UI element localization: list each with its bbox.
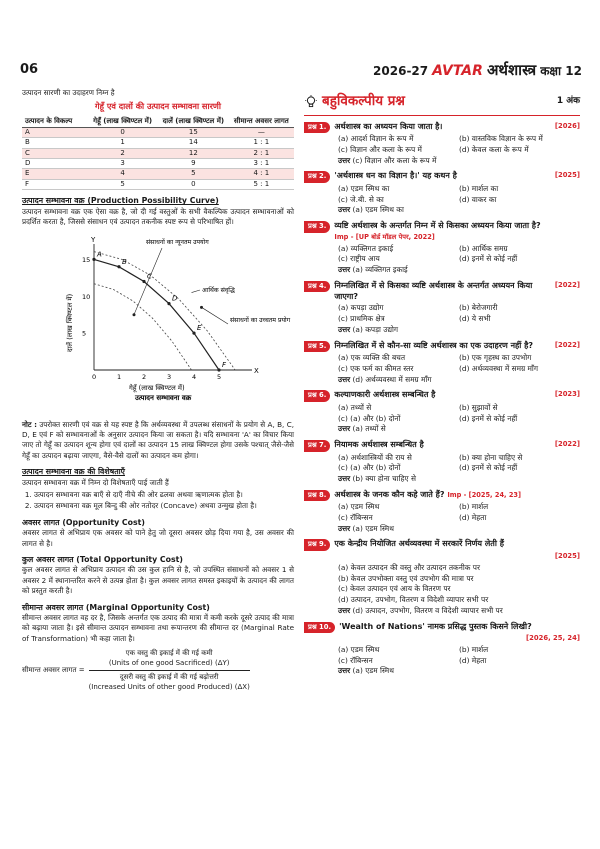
table-cell: 4 (87, 169, 158, 179)
table-cell: 2 (87, 148, 158, 158)
answer-text: (b) क्या होना चाहिए से (352, 474, 416, 484)
table-row (22, 159, 294, 169)
question-number: प्रश्न 10. (304, 622, 335, 634)
question-text (334, 221, 580, 243)
option-item: (c) प्राथमिक क्षेत्र (338, 314, 385, 324)
question-item (304, 122, 580, 167)
question-line (304, 221, 580, 243)
question-item (304, 539, 580, 616)
option-item: (c) विज्ञान और कला के रूप में (338, 144, 422, 154)
answer-text: (a) एडम स्मिथ (352, 523, 394, 533)
answer-text: (a) तथ्यों से (352, 424, 386, 434)
question-number: प्रश्न 2. (304, 171, 330, 183)
answer-label: उत्तर (338, 474, 351, 484)
option-item: (b) मार्शल का (459, 183, 499, 193)
question-line (304, 341, 580, 353)
option-item: (a) एक व्यक्ति की बचत (338, 353, 406, 363)
question-number: प्रश्न 4. (304, 281, 330, 293)
question-text (334, 171, 551, 182)
question-text (334, 539, 580, 550)
option-item: (c) एक फर्म का कीमत स्तर (338, 363, 414, 373)
answer-line (304, 375, 580, 386)
question-text (334, 440, 551, 451)
question-line (304, 171, 580, 183)
exam-year: [2023] (554, 390, 580, 399)
answer-text: (a) एडम स्मिथ का (352, 205, 404, 215)
table-header: सीमान्त अवसर लागत (229, 116, 294, 127)
x-tick-label: 4 (192, 372, 197, 381)
answer-label: उत्तर (338, 666, 351, 676)
oc-heading: अवसर लागत (Opportunity Cost) (22, 517, 145, 527)
table-cell: — (229, 127, 294, 137)
question-line (304, 539, 580, 551)
note-text: उपरोक्त सारणी एवं वक्र से यह स्पष्ट है कि अर्थव्यवस्था में उपलब्ध संसाधनों के प्रयोग से A, B, C, D, E एवं F को सम्भावनाओं के अनुसार उत्पादन किया जा सकता है। यदि सम्भावना 'A' का विचार किया जाए तो गेहूँ का उत्पादन शून्य होगा एवं दालों का उत्पादन 15 लाख क्विण्टल होगा उसके पश्चात् जैसे-जैसे गेहूँ का उत्पादन बढ़ाया जाएगा, वैसे-वैसे दालों का उत्पादन कम होगा। (22, 419, 294, 460)
page-number: 06 (20, 62, 39, 77)
page-header (373, 60, 582, 80)
option-item: (b) केवल उपभोक्ता वस्तु एवं उपभोग की मात्रा पर (338, 573, 474, 583)
question-number: प्रश्न 6. (304, 390, 330, 402)
question-item (304, 390, 580, 435)
formula-denominator (89, 671, 250, 692)
point-label: D (172, 294, 178, 303)
y-axis-letter: Y (91, 235, 96, 244)
annotation-leader (134, 248, 162, 315)
question-line (304, 622, 580, 634)
header-subject: अर्थशास्त्र (486, 61, 537, 79)
question-item (304, 281, 580, 336)
question-text (334, 281, 551, 303)
features-list (22, 490, 294, 512)
question-text-body: अर्थशास्त्र का अध्ययन किया जाता है। (334, 121, 443, 131)
x-tick-label: 2 (142, 372, 147, 381)
chart-caption: उत्पादन सम्भावना वक्र (135, 393, 192, 402)
formula-num-line: एक वस्तु की इकाई में की गई कमी (125, 649, 213, 658)
formula-numerator (89, 648, 250, 670)
option-item: (b) मार्शल (459, 502, 489, 512)
annotation-max-use: संसाधनों का उच्चतम प्रयोग (230, 316, 291, 324)
y-tick-label: 5 (82, 329, 87, 338)
answer-text: (d) उत्पादन, उपभोग, वितरण व विदेशी व्यापार सभी पर (352, 605, 503, 615)
question-number: प्रश्न 7. (304, 440, 330, 452)
question-text-body: 'अर्थशास्त्र धन का विज्ञान है।' यह कथन है (334, 171, 457, 181)
formula-lhs: सीमान्त अवसर लागत = (22, 665, 85, 674)
question-item (304, 171, 580, 216)
answer-line (304, 424, 580, 435)
exam-year: [2025] (554, 551, 580, 560)
question-list (304, 122, 580, 678)
table-cell: 5 : 1 (229, 179, 294, 189)
formula-den-line: (Increased Units of other good Produced) (ΔX) (88, 682, 250, 691)
option-item: (b) क्या होना चाहिए से (459, 452, 523, 462)
note-label: नोट : (22, 419, 37, 429)
answer-text: (a) व्यक्तिगत इकाई (352, 265, 408, 275)
answer-text: (a) एडम स्मिथ (352, 666, 394, 676)
exam-year-row (304, 551, 580, 562)
mcq-title: बहुविकल्पीय प्रश्न (322, 93, 405, 109)
option-item: (d) ये सभी (459, 314, 491, 324)
question-number: प्रश्न 1. (304, 122, 330, 134)
option-item: (a) आदर्श विज्ञान के रूप में (338, 134, 414, 144)
answer-line (304, 265, 580, 276)
question-text-body: 'Wealth of Nations' नामक प्रसिद्ध पुस्तक किसने लिखी? (339, 621, 532, 631)
table-cell: 0 (87, 127, 158, 137)
point-label: F (222, 360, 227, 369)
exam-year: [2026, 25, 24] (526, 634, 580, 643)
y-axis-label: दालें (लाख क्विण्टल में) (66, 293, 74, 352)
question-line (304, 440, 580, 452)
option-item: (a) अर्थशास्त्रियों की राय से (338, 452, 412, 462)
moc-paragraph: सीमान्त अवसर लागत वह दर है, जिसके अन्तर्गत एक उत्पाद की मात्रा में कमी करके दूसरे उत्पाद की मात्रा को बढ़ाया जाता है। इसे सीमान्त उत्पादन सम्भावना तथा रूपान्तरण की सीमान्त दर (Marginal Rate of Transformation) भी कहा जाता है। (22, 612, 294, 643)
question-text-body: निम्नलिखित में से किसका व्यष्टि अर्थशास्त्र के अन्तर्गत अध्ययन किया जाएगा? (334, 280, 533, 301)
answer-label: उत्तर (338, 605, 351, 615)
table-cell: 1 (87, 138, 158, 148)
table-cell: C (22, 148, 87, 158)
header-year: 2026-27 (373, 64, 429, 78)
option-item: (c) जे.बी. से का (338, 194, 384, 204)
question-number: प्रश्न 3. (304, 221, 330, 233)
option-item: (c) रॉबिन्सन (338, 655, 373, 665)
outer-ppc-curve (94, 251, 235, 369)
table-cell: B (22, 138, 87, 148)
question-line (304, 281, 580, 303)
table-header: उत्पादन के विकल्प (22, 116, 87, 127)
point-label: B (122, 257, 127, 266)
y-tick-label: 10 (82, 292, 91, 301)
question-text (334, 341, 551, 352)
option-item: (d) इनमें से कोई नहीं (459, 413, 518, 423)
data-point (217, 368, 220, 371)
question-number: प्रश्न 5. (304, 341, 330, 353)
table-intro: उत्पादन सारणी का उदाहरण निम्न है (22, 88, 115, 97)
moc-heading: सीमान्त अवसर लागत (Marginal Opportunity Cost) (22, 602, 210, 612)
mcq-header (304, 92, 580, 116)
option-item: (a) व्यक्तिगत इकाई (338, 243, 394, 253)
brand-logo: AVTAR (432, 63, 483, 79)
question-text-body: निम्नलिखित में से कौन-सा व्यष्टि अर्थशास्त्र का एक उदाहरण नहीं है? (334, 340, 534, 350)
answer-label: उत्तर (338, 374, 351, 384)
option-item: (d) मेहता (459, 513, 487, 522)
answer-line (304, 325, 580, 336)
option-item: (a) कपड़ा उद्योग (338, 303, 384, 313)
note (22, 420, 294, 462)
table-cell: 5 (87, 179, 158, 189)
list-item: 2. उत्पादन सम्भावना वक्र मूल बिन्दु की ओर नतोदर (Concave) अथवा उन्मुख होता है। (34, 501, 294, 511)
exam-year: [2026] (554, 121, 580, 130)
table-cell: F (22, 179, 87, 189)
answer-label: उत्तर (338, 523, 351, 533)
lightbulb-icon (304, 95, 318, 109)
question-text-body: व्यष्टि अर्थशास्त्र के अन्तर्गत निम्न में से किसका अध्ययन किया जाता है? (334, 221, 541, 230)
question-line (304, 122, 580, 134)
option-item: (d) अर्थव्यवस्था में समग्र माँग (459, 363, 539, 373)
answer-text: (c) विज्ञान और कला के रूप में (352, 155, 437, 165)
options (304, 134, 580, 155)
formula-den-line: दूसरी वस्तु की इकाई में की गई बढ़ोत्तरी (119, 672, 219, 681)
table-cell: 4 : 1 (229, 169, 294, 179)
answer-line (304, 474, 580, 485)
ppc-chart (22, 232, 294, 418)
question-text (334, 490, 580, 501)
data-point (167, 302, 170, 305)
ppc-curve (94, 259, 219, 370)
table-cell: 0 (158, 179, 229, 189)
moc-formula (22, 648, 294, 692)
table-cell: 15 (158, 127, 229, 137)
table-cell: 5 (158, 169, 229, 179)
question-text-body: अर्थशास्त्र के जनक कौन कहे जाते हैं? (334, 489, 445, 499)
y-tick-label: 15 (82, 255, 91, 264)
production-table (22, 116, 294, 190)
option-item: (c) (a) और (b) दोनों (338, 463, 401, 473)
answer-label: उत्तर (338, 205, 351, 215)
ppc-chart-svg (22, 232, 294, 418)
exam-year: [2022] (554, 340, 580, 349)
data-point (192, 331, 195, 334)
toc-paragraph: कुल अवसर लागत से अभिप्राय उत्पादन की उस कुल हानि से है, जो उपस्थित संसाधनों को अवसर 1 से अवसर 2 में स्थानान्तरित करने से उत्पन्न होता है। कुल अवसर लागत समस्त इकाइयों के उत्पादन की लागत को प्रस्तुत करती है। (22, 565, 294, 596)
question-text-body: एक केन्द्रीय नियोजित अर्थव्यवस्था में सरकारें निर्णय लेती हैं (334, 539, 504, 549)
point-label: E (197, 323, 202, 332)
answer-label: उत्तर (338, 324, 351, 334)
options (304, 184, 580, 205)
right-column (304, 92, 580, 682)
question-item (304, 490, 580, 535)
important-badge: Imp - [2025, 24, 23] (447, 490, 522, 499)
exam-year: [2025] (554, 171, 580, 180)
answer-text: (d) अर्थव्यवस्था में समग्र माँग (352, 374, 432, 384)
options (304, 645, 580, 666)
table-cell: D (22, 159, 87, 169)
mcq-title-wrap (304, 92, 405, 112)
x-tick-label: 1 (117, 372, 122, 381)
table-row (22, 169, 294, 179)
mcq-marks: 1 अंक (556, 96, 580, 107)
options (304, 353, 580, 374)
option-item: (c) राष्ट्रीय आय (338, 254, 380, 264)
x-axis-letter: X (254, 366, 259, 375)
option-item: (a) एडम स्मिथ (338, 502, 380, 512)
answer-label: उत्तर (338, 265, 351, 275)
option-item: (b) वास्तविक विज्ञान के रूप में (459, 134, 543, 144)
option-item: (a) केवल उत्पादन की वस्तु और उत्पादन तकनीक पर (338, 562, 480, 572)
table-row (22, 179, 294, 189)
options (304, 403, 580, 424)
formula-fraction (89, 648, 250, 692)
options (304, 502, 580, 523)
list-item: 1. उत्पादन सम्भावना वक्र बाएँ से दाएँ नीचे की ओर ढलवा अथवा ऋणात्मक होता है। (34, 490, 294, 500)
options (304, 453, 580, 474)
option-item: (b) एक गृहस्थ का उपभोग (459, 353, 532, 363)
data-point (117, 265, 120, 268)
option-item: (d) मेहता (459, 655, 487, 665)
header-class: कक्षा 12 (540, 64, 582, 78)
x-tick-label: 3 (167, 372, 172, 381)
options (304, 303, 580, 324)
table-header: दालें (लाख क्विण्टल में) (158, 116, 229, 127)
table-row (22, 127, 294, 137)
option-item: (a) एडम स्मिथ (338, 644, 380, 654)
option-item: (b) आर्थिक समग्र (459, 243, 508, 253)
question-text-body: नियामक अर्थशास्त्र सम्बन्धित है (334, 440, 424, 450)
question-item (304, 341, 580, 386)
formula-num-line: (Units of one good Sacrificed) (ΔY) (108, 659, 230, 668)
table-cell: A (22, 127, 87, 137)
ppc-heading: उत्पादन सम्भावना वक्र (Production Possibility Curve) (22, 196, 219, 206)
answer-label: उत्तर (338, 424, 351, 434)
answer-line (304, 606, 580, 617)
option-item: (b) मार्शल (459, 644, 489, 654)
question-text (334, 390, 551, 401)
exam-year: [2022] (554, 440, 580, 449)
table-row (22, 138, 294, 148)
question-line (304, 490, 580, 502)
table-cell: 2 : 1 (229, 148, 294, 158)
table-cell: 3 : 1 (229, 159, 294, 169)
features-intro: उत्पादन सम्भावना वक्र में निम्न दो विशेषताएँ पाई जाती हैं (22, 477, 169, 487)
annotation-growth: आर्थिक संवृद्धि (202, 286, 235, 294)
table-cell: 14 (158, 138, 229, 148)
table-cell: 9 (158, 159, 229, 169)
table-cell: 12 (158, 148, 229, 158)
answer-line (304, 156, 580, 167)
option-item: (d) केवल कला के रूप में (459, 144, 529, 154)
options (304, 244, 580, 265)
table-header: गेहूँ (लाख क्विण्टल में) (87, 116, 158, 127)
option-item: (c) रॉबिन्सन (338, 513, 373, 522)
annotation-leader (192, 290, 201, 293)
option-item: (c) (a) और (b) दोनों (338, 413, 401, 423)
option-item: (c) केवल उत्पादन एवं आय के वितरण पर (338, 584, 451, 594)
question-number: प्रश्न 9. (304, 539, 330, 551)
option-item: (b) बेरोजगारी (459, 303, 498, 313)
ppc-paragraph: उत्पादन सम्भावना वक्र एक ऐसा वक्र है, जो दी गई वस्तुओं के सभी वैकल्पिक उत्पादन सम्भावनाओं को प्रदर्शित करता है, जिससे संसाधन एवं उत्पादन तकनीक स्पष्ट रूप से परिभाषित हों। (22, 206, 294, 227)
x-tick-label: 0 (92, 372, 97, 381)
question-item (304, 221, 580, 276)
table-cell: E (22, 169, 87, 179)
exam-year: [2022] (554, 280, 580, 289)
answer-line (304, 666, 580, 677)
option-item: (a) एडम स्मिथ का (338, 183, 390, 193)
features-heading: उत्पादन सम्भावना वक्र की विशेषताएँ (22, 467, 125, 477)
table-cell: 1 : 1 (229, 138, 294, 148)
annotation-leader (202, 307, 229, 324)
toc-heading: कुल अवसर लागत (Total Opportunity Cost) (22, 555, 183, 565)
left-column (22, 88, 294, 692)
table-title: गेहूँ एवं दालों की उत्पादन सम्भावना सारणी (95, 101, 221, 112)
option-item: (d) इनमें से कोई नहीं (459, 254, 518, 264)
options (304, 563, 580, 606)
x-tick-label: 5 (217, 372, 222, 381)
option-item: (a) तथ्यों से (338, 402, 372, 412)
question-number: प्रश्न 8. (304, 490, 330, 502)
question-line (304, 390, 580, 402)
point-label: C (147, 272, 152, 281)
question-item (304, 622, 580, 678)
option-item: (d) उत्पादन, उपभोग, वितरण व विदेशी व्यापार सभी पर (338, 595, 489, 605)
question-text-body: कल्याणकारी अर्थशास्त्र सम्बन्धित है (334, 390, 436, 400)
x-axis-label: गेहूँ (लाख क्विण्टल में) (129, 383, 185, 392)
question-text (339, 622, 580, 633)
question-text (334, 122, 551, 133)
answer-text: (a) कपड़ा उद्योग (352, 324, 399, 334)
table-row (22, 148, 294, 158)
point-label: A (97, 249, 102, 258)
exam-year-row (304, 633, 580, 644)
answer-line (304, 205, 580, 216)
data-point (142, 279, 145, 282)
answer-label: उत्तर (338, 155, 351, 165)
option-item: (d) इनमें से कोई नहीं (459, 463, 518, 473)
annotation-min-use: संसाधनों का न्यूनतम उपयोग (146, 238, 209, 246)
option-item: (d) वाकर का (459, 194, 497, 204)
data-point (92, 257, 95, 260)
oc-paragraph: अवसर लागत से अभिप्राय एक अवसर को पाने हेतु जो दूसरा अवसर छोड़ दिया गया है, उस अवसर की लागत से है। (22, 528, 294, 548)
important-badge: Imp - [UP बोर्ड मॉडल पेपर, 2022] (334, 232, 435, 241)
answer-line (304, 524, 580, 535)
option-item: (b) सुझावों से (459, 402, 498, 412)
table-cell: 3 (87, 159, 158, 169)
question-item (304, 440, 580, 485)
